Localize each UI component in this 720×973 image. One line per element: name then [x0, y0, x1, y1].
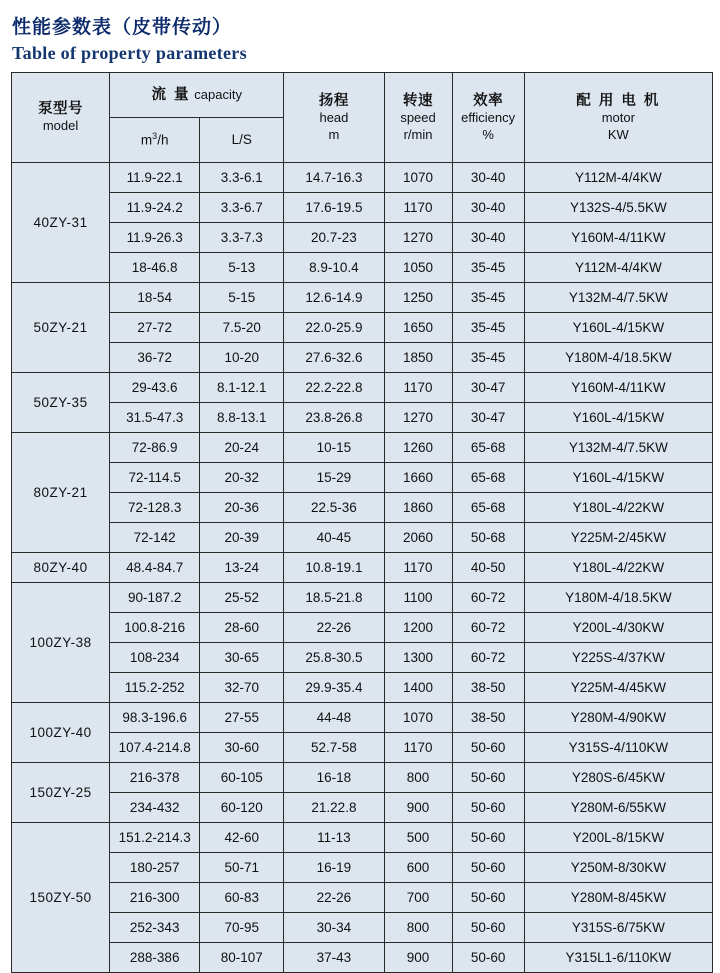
cell-head: 10-15 — [284, 433, 384, 463]
table-row — [12, 523, 713, 553]
cell-motor: Y250M-8/30KW — [524, 853, 712, 883]
cell-motor: Y112M-4/4KW — [524, 163, 712, 193]
cell-capacity-ls: 50-71 — [200, 853, 284, 883]
cell-motor: Y132S-4/5.5KW — [524, 193, 712, 223]
cell-motor: Y160M-4/11KW — [524, 223, 712, 253]
cell-model: 100ZY-38 — [12, 583, 110, 703]
cell-motor: Y225M-2/45KW — [524, 523, 712, 553]
table-row — [12, 673, 713, 703]
cell-motor: Y160L-4/15KW — [524, 313, 712, 343]
cell-motor: Y280S-6/45KW — [524, 763, 712, 793]
cell-motor: Y315S-6/75KW — [524, 913, 712, 943]
cell-capacity-ls: 20-39 — [200, 523, 284, 553]
cell-motor: Y225S-4/37KW — [524, 643, 712, 673]
cell-capacity-ls: 30-60 — [200, 733, 284, 763]
cell-capacity-ls: 8.8-13.1 — [200, 403, 284, 433]
header-motor-en: motor — [601, 110, 635, 126]
table-row — [12, 493, 713, 523]
table-row — [12, 703, 713, 733]
cell-capacity-ls: 3.3-6.1 — [200, 163, 284, 193]
cell-motor: Y160M-4/11KW — [524, 373, 712, 403]
table-row — [12, 433, 713, 463]
cell-head: 37-43 — [284, 943, 384, 973]
cell-head: 10.8-19.1 — [284, 553, 384, 583]
cell-capacity-m3h: 31.5-47.3 — [110, 403, 200, 433]
table-row — [12, 613, 713, 643]
cell-capacity-m3h: 72-142 — [110, 523, 200, 553]
header-efficiency-unit: % — [482, 126, 494, 142]
cell-capacity-ls: 20-36 — [200, 493, 284, 523]
cell-speed: 2060 — [384, 523, 452, 553]
cell-capacity-m3h: 18-46.8 — [110, 253, 200, 283]
cell-motor: Y315L1-6/110KW — [524, 943, 712, 973]
cell-motor: Y200L-4/30KW — [524, 613, 712, 643]
header-capacity-unit-ls: L/S — [200, 118, 284, 163]
cell-capacity-ls: 20-32 — [200, 463, 284, 493]
cell-efficiency: 38-50 — [452, 673, 524, 703]
cell-model: 150ZY-25 — [12, 763, 110, 823]
cell-capacity-m3h: 18-54 — [110, 283, 200, 313]
cell-speed: 900 — [384, 793, 452, 823]
cell-head: 29.9-35.4 — [284, 673, 384, 703]
cell-efficiency: 50-60 — [452, 913, 524, 943]
cell-capacity-ls: 20-24 — [200, 433, 284, 463]
cell-motor: Y225M-4/45KW — [524, 673, 712, 703]
cell-motor: Y200L-8/15KW — [524, 823, 712, 853]
cell-motor: Y180M-4/18.5KW — [524, 343, 712, 373]
cell-motor: Y180M-4/18.5KW — [524, 583, 712, 613]
cell-efficiency: 35-45 — [452, 283, 524, 313]
table-row — [12, 223, 713, 253]
cell-efficiency: 65-68 — [452, 463, 524, 493]
cell-speed: 1270 — [384, 223, 452, 253]
cell-efficiency: 50-60 — [452, 763, 524, 793]
cell-efficiency: 60-72 — [452, 583, 524, 613]
table-header-row-1 — [12, 73, 713, 118]
cell-efficiency: 38-50 — [452, 703, 524, 733]
cell-capacity-ls: 25-52 — [200, 583, 284, 613]
cell-capacity-ls: 3.3-6.7 — [200, 193, 284, 223]
cell-efficiency: 60-72 — [452, 613, 524, 643]
cell-model: 50ZY-21 — [12, 283, 110, 373]
header-efficiency-cn: 效率 — [473, 93, 504, 110]
cell-head: 18.5-21.8 — [284, 583, 384, 613]
cell-speed: 800 — [384, 763, 452, 793]
cell-efficiency: 40-50 — [452, 553, 524, 583]
cell-head: 17.6-19.5 — [284, 193, 384, 223]
table-row — [12, 793, 713, 823]
cell-speed: 1850 — [384, 343, 452, 373]
cell-capacity-ls: 13-24 — [200, 553, 284, 583]
cell-efficiency: 65-68 — [452, 493, 524, 523]
header-speed-en: speed — [400, 110, 436, 126]
cell-head: 30-34 — [284, 913, 384, 943]
header-efficiency — [452, 73, 524, 163]
cell-capacity-m3h: 108-234 — [110, 643, 200, 673]
cell-efficiency: 50-60 — [452, 883, 524, 913]
header-head-unit: m — [328, 126, 340, 142]
cell-head: 22-26 — [284, 613, 384, 643]
cell-speed: 1660 — [384, 463, 452, 493]
cell-speed: 1250 — [384, 283, 452, 313]
table-row — [12, 193, 713, 223]
cell-speed: 1050 — [384, 253, 452, 283]
table-row — [12, 283, 713, 313]
table-row — [12, 343, 713, 373]
cell-capacity-m3h: 90-187.2 — [110, 583, 200, 613]
cell-capacity-m3h: 72-86.9 — [110, 433, 200, 463]
cell-capacity-m3h: 98.3-196.6 — [110, 703, 200, 733]
cell-efficiency: 50-60 — [452, 853, 524, 883]
cell-efficiency: 50-60 — [452, 823, 524, 853]
cell-efficiency: 65-68 — [452, 433, 524, 463]
cell-motor: Y180L-4/22KW — [524, 553, 712, 583]
cell-speed: 1300 — [384, 643, 452, 673]
cell-head: 22-26 — [284, 883, 384, 913]
cell-capacity-m3h: 216-378 — [110, 763, 200, 793]
property-parameters-table — [11, 72, 713, 973]
cell-motor: Y132M-4/7.5KW — [524, 433, 712, 463]
table-row — [12, 853, 713, 883]
cell-motor: Y280M-4/90KW — [524, 703, 712, 733]
cell-head: 12.6-14.9 — [284, 283, 384, 313]
cell-efficiency: 35-45 — [452, 313, 524, 343]
cell-efficiency: 50-60 — [452, 733, 524, 763]
cell-capacity-ls: 10-20 — [200, 343, 284, 373]
cell-motor: Y180L-4/22KW — [524, 493, 712, 523]
header-capacity-en: capacity — [194, 86, 242, 102]
cell-speed: 900 — [384, 943, 452, 973]
cell-capacity-ls: 32-70 — [200, 673, 284, 703]
cell-capacity-ls: 42-60 — [200, 823, 284, 853]
cell-speed: 600 — [384, 853, 452, 883]
cell-model: 80ZY-21 — [12, 433, 110, 553]
cell-head: 16-18 — [284, 763, 384, 793]
cell-efficiency: 50-60 — [452, 943, 524, 973]
cell-model: 40ZY-31 — [12, 163, 110, 283]
cell-capacity-m3h: 48.4-84.7 — [110, 553, 200, 583]
cell-speed: 1200 — [384, 613, 452, 643]
cell-capacity-ls: 27-55 — [200, 703, 284, 733]
cell-speed: 500 — [384, 823, 452, 853]
cell-head: 14.7-16.3 — [284, 163, 384, 193]
cell-head: 40-45 — [284, 523, 384, 553]
cell-motor: Y112M-4/4KW — [524, 253, 712, 283]
table-row — [12, 583, 713, 613]
table-row — [12, 763, 713, 793]
cell-capacity-ls: 3.3-7.3 — [200, 223, 284, 253]
cell-capacity-m3h: 216-300 — [110, 883, 200, 913]
table-row — [12, 313, 713, 343]
cell-speed: 1100 — [384, 583, 452, 613]
cell-capacity-m3h: 151.2-214.3 — [110, 823, 200, 853]
cell-capacity-m3h: 11.9-26.3 — [110, 223, 200, 253]
table-row — [12, 403, 713, 433]
header-head — [284, 73, 384, 163]
cell-speed: 1070 — [384, 703, 452, 733]
cell-efficiency: 35-45 — [452, 343, 524, 373]
cell-capacity-m3h: 11.9-24.2 — [110, 193, 200, 223]
cell-capacity-ls: 8.1-12.1 — [200, 373, 284, 403]
cell-speed: 1270 — [384, 403, 452, 433]
cell-capacity-m3h: 234-432 — [110, 793, 200, 823]
cell-head: 11-13 — [284, 823, 384, 853]
cell-capacity-ls: 30-65 — [200, 643, 284, 673]
cell-efficiency: 30-40 — [452, 163, 524, 193]
cell-capacity-ls: 28-60 — [200, 613, 284, 643]
cell-motor: Y160L-4/15KW — [524, 463, 712, 493]
table-row — [12, 733, 713, 763]
cell-efficiency: 30-47 — [452, 403, 524, 433]
cell-capacity-ls: 5-15 — [200, 283, 284, 313]
cell-efficiency: 30-40 — [452, 223, 524, 253]
cell-motor: Y132M-4/7.5KW — [524, 283, 712, 313]
cell-capacity-ls: 7.5-20 — [200, 313, 284, 343]
cell-speed: 1860 — [384, 493, 452, 523]
cell-speed: 1070 — [384, 163, 452, 193]
cell-head: 22.5-36 — [284, 493, 384, 523]
cell-head: 23.8-26.8 — [284, 403, 384, 433]
table-row — [12, 463, 713, 493]
table-row — [12, 253, 713, 283]
header-speed — [384, 73, 452, 163]
cell-capacity-m3h: 36-72 — [110, 343, 200, 373]
header-speed-unit: r/min — [403, 126, 433, 142]
header-motor-unit: KW — [607, 126, 629, 142]
cell-capacity-ls: 60-105 — [200, 763, 284, 793]
cell-capacity-m3h: 115.2-252 — [110, 673, 200, 703]
cell-motor: Y280M-6/55KW — [524, 793, 712, 823]
cell-speed: 800 — [384, 913, 452, 943]
cell-capacity-m3h: 72-114.5 — [110, 463, 200, 493]
cell-speed: 1400 — [384, 673, 452, 703]
header-head-en: head — [319, 110, 349, 126]
table-body — [12, 163, 713, 973]
cell-capacity-ls: 70-95 — [200, 913, 284, 943]
header-motor-cn: 配 用 电 机 — [576, 93, 661, 110]
cell-capacity-m3h: 180-257 — [110, 853, 200, 883]
cell-capacity-m3h: 72-128.3 — [110, 493, 200, 523]
cell-head: 8.9-10.4 — [284, 253, 384, 283]
cell-capacity-m3h: 100.8-216 — [110, 613, 200, 643]
cell-head: 27.6-32.6 — [284, 343, 384, 373]
cell-model: 150ZY-50 — [12, 823, 110, 973]
cell-head: 21.22.8 — [284, 793, 384, 823]
cell-capacity-m3h: 11.9-22.1 — [110, 163, 200, 193]
header-motor — [524, 73, 712, 163]
cell-capacity-ls: 80-107 — [200, 943, 284, 973]
header-model-en: model — [42, 118, 79, 134]
cell-head: 22.0-25.9 — [284, 313, 384, 343]
cell-head: 44-48 — [284, 703, 384, 733]
cell-speed: 1170 — [384, 373, 452, 403]
table-row — [12, 823, 713, 853]
header-model-cn: 泵型号 — [38, 101, 84, 118]
cell-model: 100ZY-40 — [12, 703, 110, 763]
cell-speed: 1650 — [384, 313, 452, 343]
cell-efficiency: 60-72 — [452, 643, 524, 673]
header-efficiency-en: efficiency — [461, 110, 516, 126]
cell-head: 15-29 — [284, 463, 384, 493]
cell-motor: Y315S-4/110KW — [524, 733, 712, 763]
cell-efficiency: 35-45 — [452, 253, 524, 283]
table-row — [12, 163, 713, 193]
cell-capacity-m3h: 107.4-214.8 — [110, 733, 200, 763]
cell-efficiency: 30-47 — [452, 373, 524, 403]
table-header — [12, 73, 713, 163]
cell-efficiency: 30-40 — [452, 193, 524, 223]
header-model — [12, 73, 110, 163]
cell-efficiency: 50-60 — [452, 793, 524, 823]
cell-head: 20.7-23 — [284, 223, 384, 253]
cell-head: 16-19 — [284, 853, 384, 883]
header-head-cn: 扬程 — [318, 93, 349, 110]
cell-capacity-m3h: 252-343 — [110, 913, 200, 943]
cell-model: 80ZY-40 — [12, 553, 110, 583]
cell-capacity-m3h: 27-72 — [110, 313, 200, 343]
cell-capacity-m3h: 29-43.6 — [110, 373, 200, 403]
header-speed-cn: 转速 — [403, 93, 434, 110]
cell-capacity-ls: 60-120 — [200, 793, 284, 823]
cell-efficiency: 50-68 — [452, 523, 524, 553]
cell-model: 50ZY-35 — [12, 373, 110, 433]
page-title-chinese: 性能参数表（皮带传动） — [12, 17, 233, 38]
cell-speed: 700 — [384, 883, 452, 913]
cell-head: 22.2-22.8 — [284, 373, 384, 403]
page-title-english: Table of property parameters — [12, 43, 247, 63]
table-row — [12, 883, 713, 913]
cell-speed: 1170 — [384, 193, 452, 223]
header-capacity-cn: 流 量 — [151, 86, 191, 103]
cell-capacity-ls: 60-83 — [200, 883, 284, 913]
cell-motor: Y280M-8/45KW — [524, 883, 712, 913]
cell-speed: 1260 — [384, 433, 452, 463]
cell-head: 25.8-30.5 — [284, 643, 384, 673]
table-row — [12, 643, 713, 673]
cell-capacity-ls: 5-13 — [200, 253, 284, 283]
table-row — [12, 553, 713, 583]
table-row — [12, 373, 713, 403]
cell-speed: 1170 — [384, 733, 452, 763]
cell-motor: Y160L-4/15KW — [524, 403, 712, 433]
cell-capacity-m3h: 288-386 — [110, 943, 200, 973]
cell-speed: 1170 — [384, 553, 452, 583]
cell-head: 52.7-58 — [284, 733, 384, 763]
header-capacity — [110, 73, 284, 118]
header-capacity-unit-m3h: $m^3/h$ — [110, 118, 200, 163]
table-row — [12, 943, 713, 973]
